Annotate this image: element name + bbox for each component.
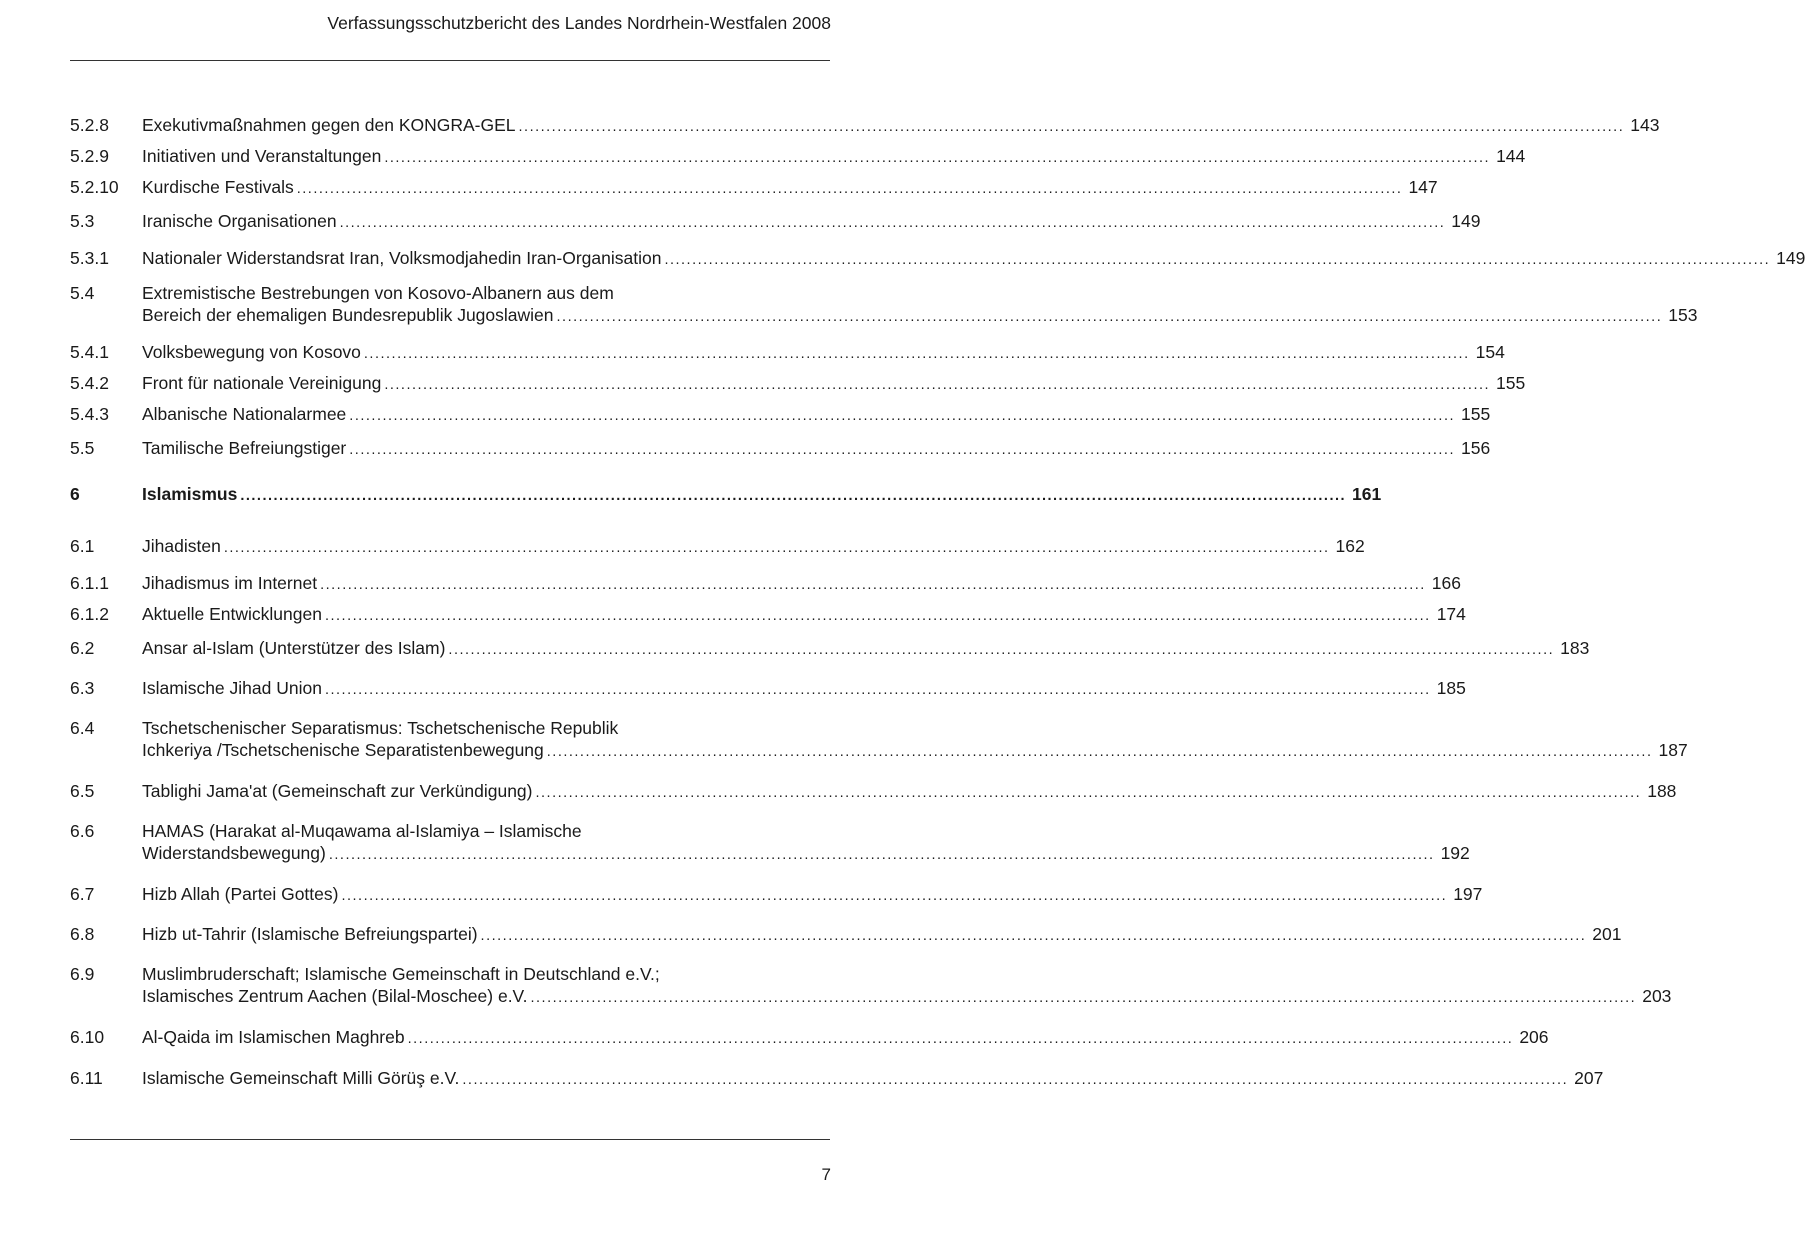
- toc-entry-number: 5.4.2: [70, 373, 109, 393]
- toc-entry-title: Initiativen und Veranstaltungen: [142, 146, 382, 166]
- page-number: 7: [821, 1165, 831, 1184]
- toc-entry-title: Tablighi Jama'at (Gemeinschaft zur Verkündigung): [142, 781, 533, 801]
- toc-entry-number: 6.8: [70, 924, 95, 944]
- toc-entry-title: Albanische Nationalarmee: [142, 404, 347, 424]
- toc-entry-page: 166: [1431, 573, 1461, 593]
- toc-entry-title: Exekutivmaßnahmen gegen den KONGRA-GEL: [142, 115, 516, 135]
- toc-entry-number: 6.4: [70, 718, 95, 738]
- toc-entry-page: 156: [1460, 438, 1491, 458]
- toc-entry-page: 185: [1436, 678, 1466, 698]
- toc-leader-dots: ........................................................................................................................................................................................................: [480, 928, 1587, 944]
- toc-entry-title: Ichkeriya /Tschetschenische Separatistenbewegung: [142, 740, 544, 760]
- toc-leader-dots: ........................................................................................................................................................................................................: [324, 608, 1431, 624]
- toc-entry-title: Islamismus: [142, 484, 238, 504]
- toc-entry-page: 155: [1461, 404, 1491, 424]
- toc-leader-dots: ........................................................................................................................................................................................................: [341, 888, 1448, 904]
- toc-entry-number: 6.3: [70, 678, 95, 698]
- toc-entry-page: 203: [1642, 986, 1672, 1006]
- toc-leader-dots: ........................................................................................................................................................................................................: [384, 377, 1491, 393]
- toc-leader-dots: ........................................................................................................................................................................................................: [530, 990, 1637, 1006]
- toc-entry-title: Islamische Gemeinschaft Milli Görüş e.V.: [142, 1068, 460, 1088]
- toc-entry-page: 174: [1436, 604, 1466, 624]
- toc-leader-dots: ........................................................................................................................................................................................................: [363, 346, 1470, 362]
- toc-entry-title: Tamilische Befreiungstiger: [142, 438, 347, 458]
- toc-entry-title: Hizb ut-Tahrir (Islamische Befreiungspartei): [142, 924, 478, 944]
- toc-leader-dots: ........................................................................................................................................................................................................: [407, 1031, 1514, 1047]
- toc-entry-number: 6.10: [70, 1027, 105, 1047]
- toc-entry-page: 201: [1592, 924, 1622, 944]
- toc-leader-dots: ........................................................................................................................................................................................................: [240, 488, 1347, 504]
- toc-leader-dots: ........................................................................................................................................................................................................: [448, 642, 1555, 658]
- toc-entry-page: 197: [1453, 884, 1483, 904]
- toc-entry-title: Widerstandsbewegung): [142, 843, 326, 863]
- toc-entry-number: 6.6: [70, 821, 95, 841]
- toc-entry-number: 6.9: [70, 964, 95, 984]
- toc-leader-dots: ........................................................................................................................................................................................................: [546, 744, 1653, 760]
- toc-entry-page: 207: [1574, 1068, 1604, 1088]
- footer-divider: [70, 1139, 830, 1140]
- toc-entry-page: 153: [1668, 305, 1698, 325]
- toc-leader-dots: ........................................................................................................................................................................................................: [349, 408, 1456, 424]
- toc-entry-page: 147: [1408, 177, 1438, 197]
- toc-leader-dots: ........................................................................................................................................................................................................: [320, 577, 1426, 593]
- toc-entry-page: 144: [1496, 146, 1526, 166]
- toc-entry-title: Jihadismus im Internet: [142, 573, 318, 593]
- toc-entry-title-line1: Extremistische Bestrebungen von Kosovo-Albanern aus dem: [142, 283, 614, 303]
- toc-leader-dots: ........................................................................................................................................................................................................: [556, 309, 1663, 325]
- toc-entry-number: 5.4: [70, 283, 95, 303]
- toc-entry-number: 5.2.8: [70, 115, 109, 135]
- toc-entry-title: Jihadisten: [142, 536, 221, 556]
- toc-entry-title-line1: Tschetschenischer Separatismus: Tschetschenische Republik: [142, 718, 619, 738]
- toc-entry-title-line1: HAMAS (Harakat al-Muqawama al-Islamiya – Islamische: [142, 821, 582, 841]
- toc-entry-title: Al-Qaida im Islamischen Maghreb: [142, 1027, 405, 1047]
- toc-entry-title: Iranische Organisationen: [142, 211, 337, 231]
- toc-leader-dots: ........................................................................................................................................................................................................: [384, 150, 1491, 166]
- toc-entry-number: 5.2.9: [70, 146, 109, 166]
- toc-entry-page: 183: [1560, 638, 1590, 658]
- toc-entry-page: 143: [1630, 115, 1660, 135]
- page-header-title: Verfassungsschutzbericht des Landes Nordrhein-Westfalen 2008: [327, 13, 831, 33]
- toc-entry-page: 161: [1352, 484, 1382, 504]
- toc-entry-number: 6.1.2: [70, 604, 109, 624]
- toc-leader-dots: ........................................................................................................................................................................................................: [328, 847, 1435, 863]
- toc-entry-number: 6: [70, 484, 80, 504]
- toc-leader-dots: ........................................................................................................................................................................................................: [324, 682, 1431, 698]
- toc-entry-number: 5.3.1: [70, 248, 109, 268]
- toc-entry-number: 6.7: [70, 884, 95, 904]
- toc-entry-title: Kurdische Festivals: [142, 177, 294, 197]
- toc-entry-page: 149: [1451, 211, 1481, 231]
- toc-entry-page: 149: [1776, 248, 1805, 268]
- toc-entry-page: 162: [1335, 536, 1365, 556]
- toc-entry-title-line1: Muslimbruderschaft; Islamische Gemeinschaft in Deutschland e.V.;: [142, 964, 660, 984]
- toc-entry-number: 5.3: [70, 211, 95, 231]
- toc-entry-title: Ansar al-Islam (Unterstützer des Islam): [142, 638, 446, 658]
- toc-leader-dots: ........................................................................................................................................................................................................: [296, 181, 1403, 197]
- toc-entry-number: 6.1: [70, 536, 95, 556]
- toc-entry-page: 155: [1496, 373, 1526, 393]
- toc-entry-page: 192: [1440, 843, 1470, 863]
- toc-leader-dots: ........................................................................................................................................................................................................: [518, 119, 1625, 135]
- toc-entry-title: Front für nationale Vereinigung: [142, 373, 382, 393]
- toc-entry-page: 188: [1647, 781, 1677, 801]
- toc-entry-number: 6.11: [70, 1068, 103, 1088]
- toc-entry-title: Islamisches Zentrum Aachen (Bilal-Moschee) e.V.: [142, 986, 528, 1006]
- toc-leader-dots: ........................................................................................................................................................................................................: [339, 215, 1446, 231]
- toc-leader-dots: ........................................................................................................................................................................................................: [664, 252, 1771, 268]
- toc-entry-title: Bereich der ehemaligen Bundesrepublik Jugoslawien: [142, 305, 554, 325]
- toc-entry-page: 187: [1658, 740, 1688, 760]
- toc-entry-title: Nationaler Widerstandsrat Iran, Volksmodjahedin Iran-Organisation: [142, 248, 662, 268]
- toc-entry-title: Hizb Allah (Partei Gottes): [142, 884, 339, 904]
- toc-entry-title: Aktuelle Entwicklungen: [142, 604, 322, 624]
- toc-entry-number: 5.4.1: [70, 342, 109, 362]
- toc-leader-dots: ........................................................................................................................................................................................................: [535, 785, 1642, 801]
- toc-leader-dots: ........................................................................................................................................................................................................: [223, 540, 1330, 556]
- toc-entry-number: 6.5: [70, 781, 95, 801]
- toc-entry-number: 6.1.1: [70, 573, 109, 593]
- toc-leader-dots: ........................................................................................................................................................................................................: [349, 442, 1455, 458]
- toc-leader-dots: ........................................................................................................................................................................................................: [462, 1072, 1569, 1088]
- toc-entry-number: 5.2.10: [70, 177, 119, 197]
- toc-entry-number: 5.4.3: [70, 404, 109, 424]
- toc-entry-title: Islamische Jihad Union: [142, 678, 322, 698]
- toc-entry-page: 154: [1475, 342, 1505, 362]
- toc-entry-number: 5.5: [70, 438, 95, 458]
- toc-entry-page: 206: [1519, 1027, 1549, 1047]
- toc-entry-title: Volksbewegung von Kosovo: [142, 342, 361, 362]
- toc-entry-number: 6.2: [70, 638, 95, 658]
